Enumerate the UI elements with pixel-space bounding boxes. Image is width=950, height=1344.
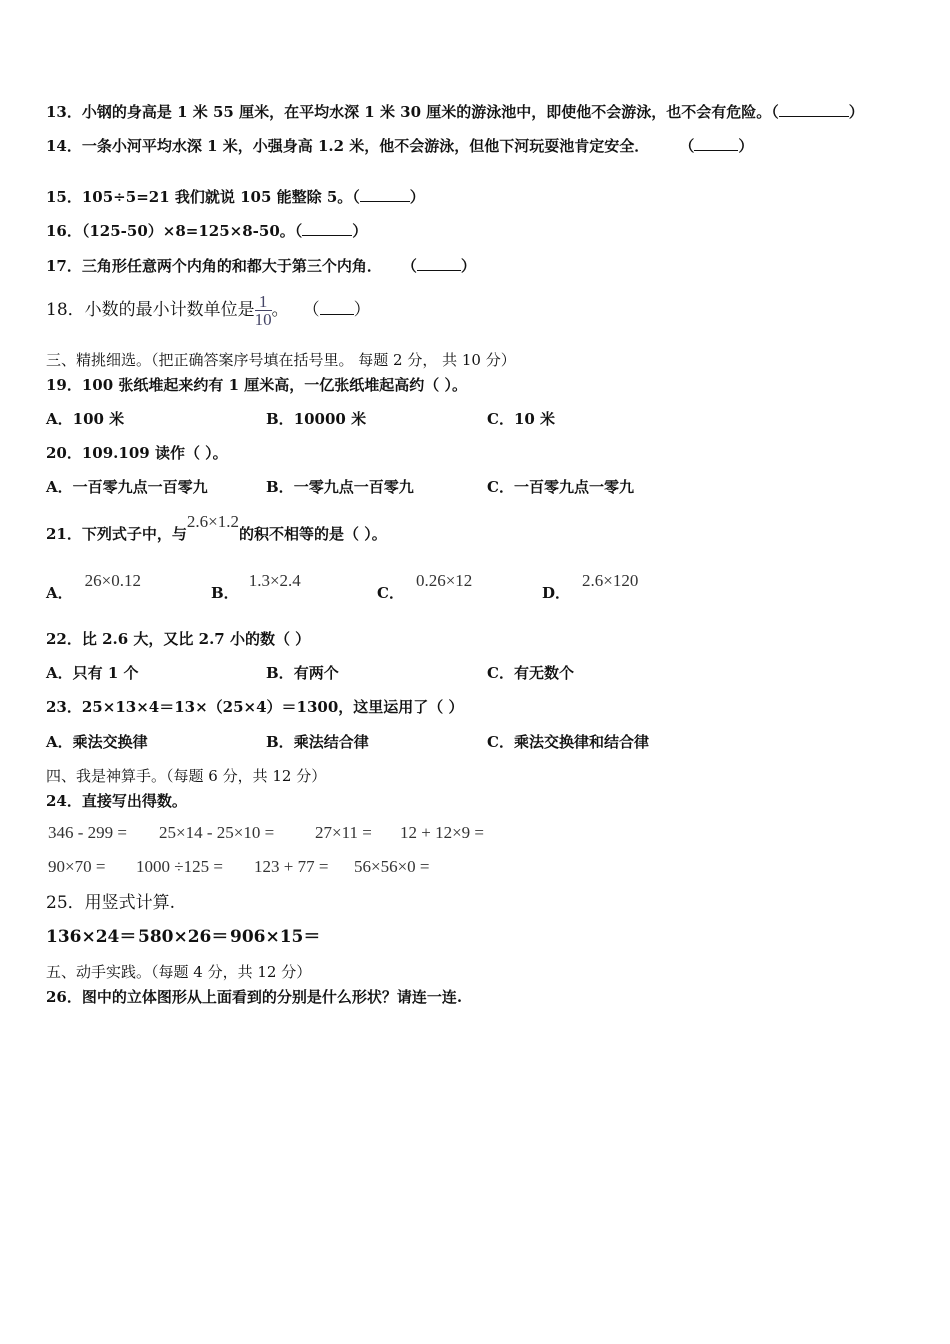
option-b[interactable]: B．1.3×2.4 — [211, 571, 301, 602]
calc-item: 136×24＝ — [46, 927, 137, 947]
answer-blank[interactable] — [417, 256, 461, 271]
option-b[interactable]: B．一零九点一百零九 — [266, 478, 414, 496]
calc-item: 580×26＝ — [138, 927, 229, 947]
answer-blank[interactable] — [320, 300, 354, 315]
question-21: 21．下列式子中，与2.6×1.2的积不相等的是（ ）。 — [46, 512, 387, 543]
answer-blank[interactable] — [779, 102, 849, 117]
answer-blank[interactable] — [360, 187, 410, 202]
question-14: 14．一条小河平均水深 1 米，小强身高 1.2 米，他不会游泳，但他下河玩耍池肯定安全． （ ） — [46, 137, 754, 155]
question-18: 18．小数的最小计数单位是 $\frac{1}{10}$ 。 （ ） — [46, 292, 371, 329]
question-19: 19．100 张纸堆起来约有 1 厘米高，一亿张纸堆起高约（ ）。 — [46, 376, 468, 394]
fraction: $\frac{1}{10}$ — [254, 292, 272, 329]
question-16: 16．（125-50）×8=125×8-50。（ ） — [46, 222, 368, 240]
option-c[interactable]: C．一百零九点一零九 — [487, 478, 634, 496]
section-4-heading: 四、我是神算手。（每题 6 分，共 12 分） — [46, 767, 327, 785]
question-13: 13．小钢的身高是 1 米 55 厘米，在平均水深 1 米 30 厘米的游泳池中，即使他不会游泳，也不会有危险。（ ） — [46, 103, 864, 121]
calc-item: 56×56×0 = — [354, 857, 430, 876]
math-expression: 2.6×1.2 — [186, 512, 239, 531]
option-b[interactable]: B．乘法结合律 — [266, 733, 369, 751]
question-20: 20．109.109 读作（ ）。 — [46, 444, 228, 462]
option-c[interactable]: C．有无数个 — [487, 664, 574, 682]
option-c[interactable]: C．0.26×12 — [377, 571, 473, 602]
option-a[interactable]: A．一百零九点一百零九 — [46, 478, 208, 496]
option-a[interactable]: A．100 米 — [46, 410, 125, 428]
answer-blank[interactable] — [694, 136, 738, 151]
option-b[interactable]: B．有两个 — [266, 664, 339, 682]
option-a[interactable]: A．乘法交换律 — [46, 733, 148, 751]
calc-item: 90×70 = — [48, 857, 106, 876]
option-d[interactable]: D．2.6×120 — [542, 571, 639, 602]
calc-item: 25×14 - 25×10 = — [159, 823, 275, 842]
question-24: 24．直接写出得数。 — [46, 792, 187, 810]
calc-item: 346 - 299 = — [48, 823, 127, 842]
question-26: 26．图中的立体图形从上面看到的分别是什么形状？请连一连. — [46, 988, 463, 1006]
question-25: 25．用竖式计算. — [46, 893, 176, 913]
question-22: 22．比 2.6 大，又比 2.7 小的数（ ） — [46, 630, 311, 648]
option-a[interactable]: A．26×0.12 — [46, 571, 141, 602]
question-15: 15．105÷5=21 我们就说 105 能整除 5。（ ） — [46, 188, 425, 206]
option-c[interactable]: C．乘法交换律和结合律 — [487, 733, 649, 751]
answer-blank[interactable] — [302, 221, 352, 236]
question-23: 23．25×13×4＝13×（25×4）＝1300，这里运用了（ ） — [46, 698, 464, 716]
calc-item: 1000 ÷125 = — [136, 857, 223, 876]
option-a[interactable]: A．只有 1 个 — [46, 664, 139, 682]
calc-item: 123 + 77 = — [254, 857, 329, 876]
calc-item: 906×15＝ — [230, 927, 321, 947]
section-3-heading: 三、精挑细选。（把正确答案序号填在括号里。 每题 2 分， 共 10 分） — [46, 351, 516, 369]
option-b[interactable]: B．10000 米 — [266, 410, 367, 428]
calc-item: 27×11 = — [315, 823, 372, 842]
calc-item: 12 + 12×9 = — [400, 823, 485, 842]
option-c[interactable]: C．10 米 — [487, 410, 556, 428]
section-5-heading: 五、动手实践。（每题 4 分，共 12 分） — [46, 963, 312, 981]
question-17: 17．三角形任意两个内角的和都大于第三个内角． （ ） — [46, 257, 476, 275]
